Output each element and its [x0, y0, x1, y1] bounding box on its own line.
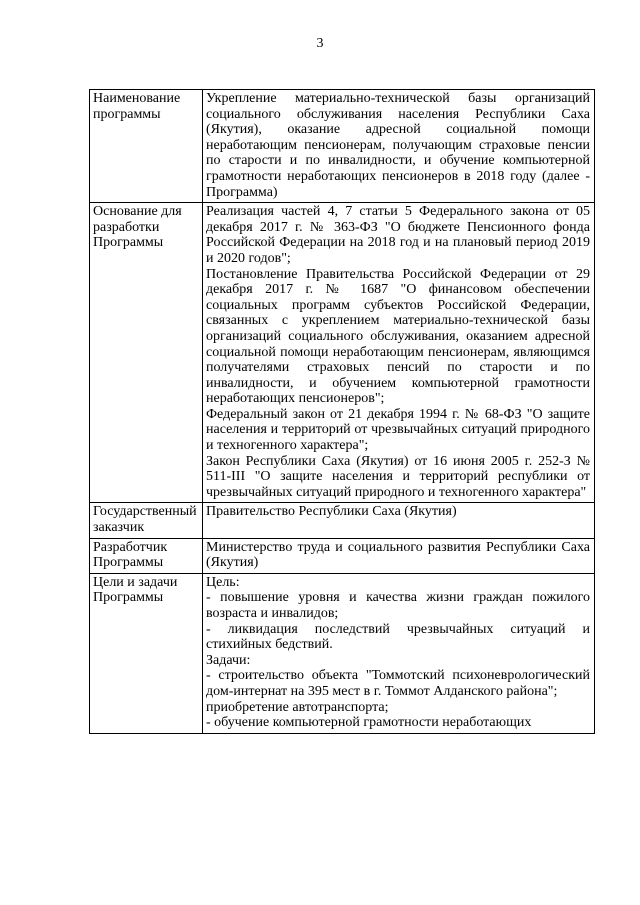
- page-number: 3: [316, 36, 324, 51]
- row-label-customer: Государственный заказчик: [90, 503, 203, 538]
- paragraph: Министерство труда и социального развития Республики Саха (Якутия): [206, 539, 590, 571]
- paragraph: Укрепление материально-технической базы организаций социального обслуживания населения Республики Саха (Якутия), оказание адресной социальной помощи неработающим пенсионерам, получающим страховые пенсии по старости и по инвалидности, и обучение компьютерной грамотности неработающих пенсионеров в 2018 году (далее - Программа): [206, 91, 590, 200]
- paragraph: Федеральный закон от 21 декабря 1994 г. № 68-ФЗ "О защите населения и территорий от чрезвычайных ситуаций природного и техногенного характера";: [206, 406, 590, 454]
- row-value-goals: [203, 573, 595, 733]
- paragraph: Задачи:: [206, 652, 251, 668]
- paragraph: приобретение автотранспорта;: [206, 699, 389, 715]
- paragraph: - строительство объекта "Томмотский психоневрологический дом-интернат на 395 мест в г. Томмот Алданского района";: [206, 668, 590, 699]
- paragraph: - обучение компьютерной грамотности неработающих: [206, 715, 532, 731]
- row-value-developer: [203, 538, 595, 573]
- row-label-basis: Основание для разработки Программы: [90, 203, 203, 503]
- row-value-name: [203, 90, 595, 203]
- row-label-goals: Цели и задачи Программы: [90, 573, 203, 733]
- row-value-basis: [203, 203, 595, 503]
- paragraph: Закон Республики Саха (Якутия) от 16 июня 2005 г. 252-З № 511-III "О защите населения и территорий республики от чрезвычайных ситуаций природного и техногенного характера": [206, 453, 590, 500]
- paragraph: - повышение уровня и качества жизни граждан пожилого возраста и инвалидов;: [206, 590, 590, 621]
- row-label-name: Наименование программы: [90, 90, 203, 203]
- row-value-customer: [203, 503, 595, 538]
- row-label-developer: Разработчик Программы: [90, 538, 203, 573]
- paragraph: Реализация частей 4, 7 статьи 5 Федерального закона от 05 декабря 2017 г. № 363-ФЗ "О бюджете Пенсионного фонда Российской Федерации на 2018 год и на плановый период 2019 и 2020 годов";: [206, 204, 590, 266]
- table-row: [90, 538, 595, 573]
- paragraph: Правительство Республики Саха (Якутия): [206, 504, 457, 520]
- table-row: [90, 203, 595, 503]
- paragraph: Постановление Правительства Российской Федерации от 29 декабря 2017 г. № 1687 "О финансовом обеспечении социальных программ субъектов Российской Федерации, связанных с укреплением материально-технической базы организаций социального обслуживания, оказанием адресной социальной помощи неработающим пенсионерам, являющимся получателями страховых пенсий по старости и по инвалидности, и обучением компьютерной грамотности неработающих пенсионеров";: [206, 266, 590, 407]
- program-passport-table: [89, 89, 595, 734]
- paragraph: Цель:: [206, 574, 240, 590]
- paragraph: - ликвидация последствий чрезвычайных ситуаций и стихийных бедствий.: [206, 621, 590, 653]
- table-row: [90, 90, 595, 203]
- table-row: [90, 573, 595, 733]
- table-row: [90, 503, 595, 538]
